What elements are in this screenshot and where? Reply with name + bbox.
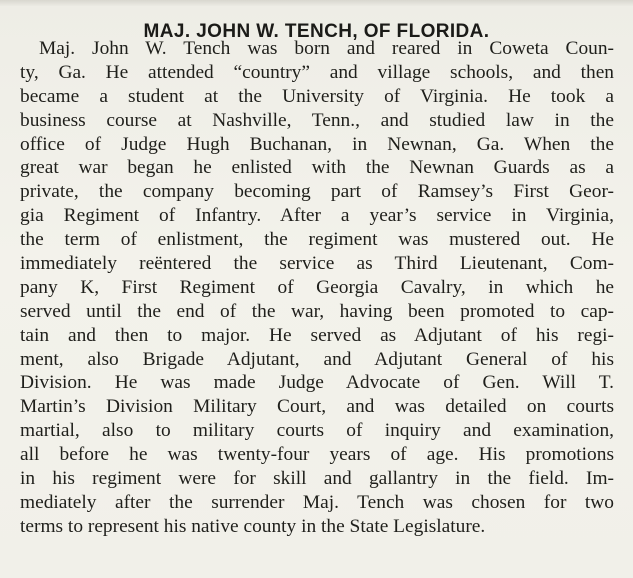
body-line-9: the term of enlistment, the regiment was mustered out. He: [20, 229, 614, 251]
body-line-15: Division. He was made Judge Advocate of Gen. Will T.: [20, 372, 614, 394]
body-line-6: great war began he enlisted with the Newnan Guards as a: [20, 157, 614, 179]
body-line-20: mediately after the surrender Maj. Tench was chosen for two: [20, 491, 614, 513]
previous-page-edge: [0, 0, 633, 6]
body-line-1: Maj. John W. Tench was born and reared in Coweta Coun-: [39, 38, 614, 59]
body-line-5: office of Judge Hugh Buchanan, in Newnan, Ga. When the: [20, 133, 614, 155]
body-line-7: private, the company becoming part of Ramsey’s First Geor-: [20, 181, 614, 203]
body-line-2: ty, Ga. He attended “country” and village schools, and then: [20, 61, 614, 83]
body-line-4: business course at Nashville, Tenn., and studied law in the: [20, 109, 614, 131]
body-line-10: immediately reëntered the service as Third Lieutenant, Com-: [20, 253, 614, 275]
body-line-11: pany K, First Regiment of Georgia Cavalry, in which he: [20, 276, 614, 298]
body-line-3: became a student at the University of Virginia. He took a: [20, 85, 614, 107]
body-line-21: terms to represent his native county in the State Legislature.: [20, 515, 486, 537]
body-line-8: gia Regiment of Infantry. After a year’s service in Virginia,: [20, 205, 614, 227]
article-title: MAJ. JOHN W. TENCH, OF FLORIDA.: [143, 20, 490, 42]
body-line-14: ment, also Brigade Adjutant, and Adjutant General of his: [20, 348, 614, 370]
body-line-17: martial, also to military courts of inquiry and examination,: [20, 420, 614, 442]
body-line-12: served until the end of the war, having been promoted to cap-: [20, 300, 614, 322]
article-body: [20, 37, 614, 539]
body-line-19: in his regiment were for skill and gallantry in the field. Im-: [20, 468, 614, 490]
body-line-16: Martin’s Division Military Court, and was detailed on courts: [20, 396, 614, 418]
body-line-13: tain and then to major. He served as Adjutant of his regi-: [20, 324, 614, 346]
body-line-18: all before he was twenty-four years of age. His promotions: [20, 444, 614, 466]
